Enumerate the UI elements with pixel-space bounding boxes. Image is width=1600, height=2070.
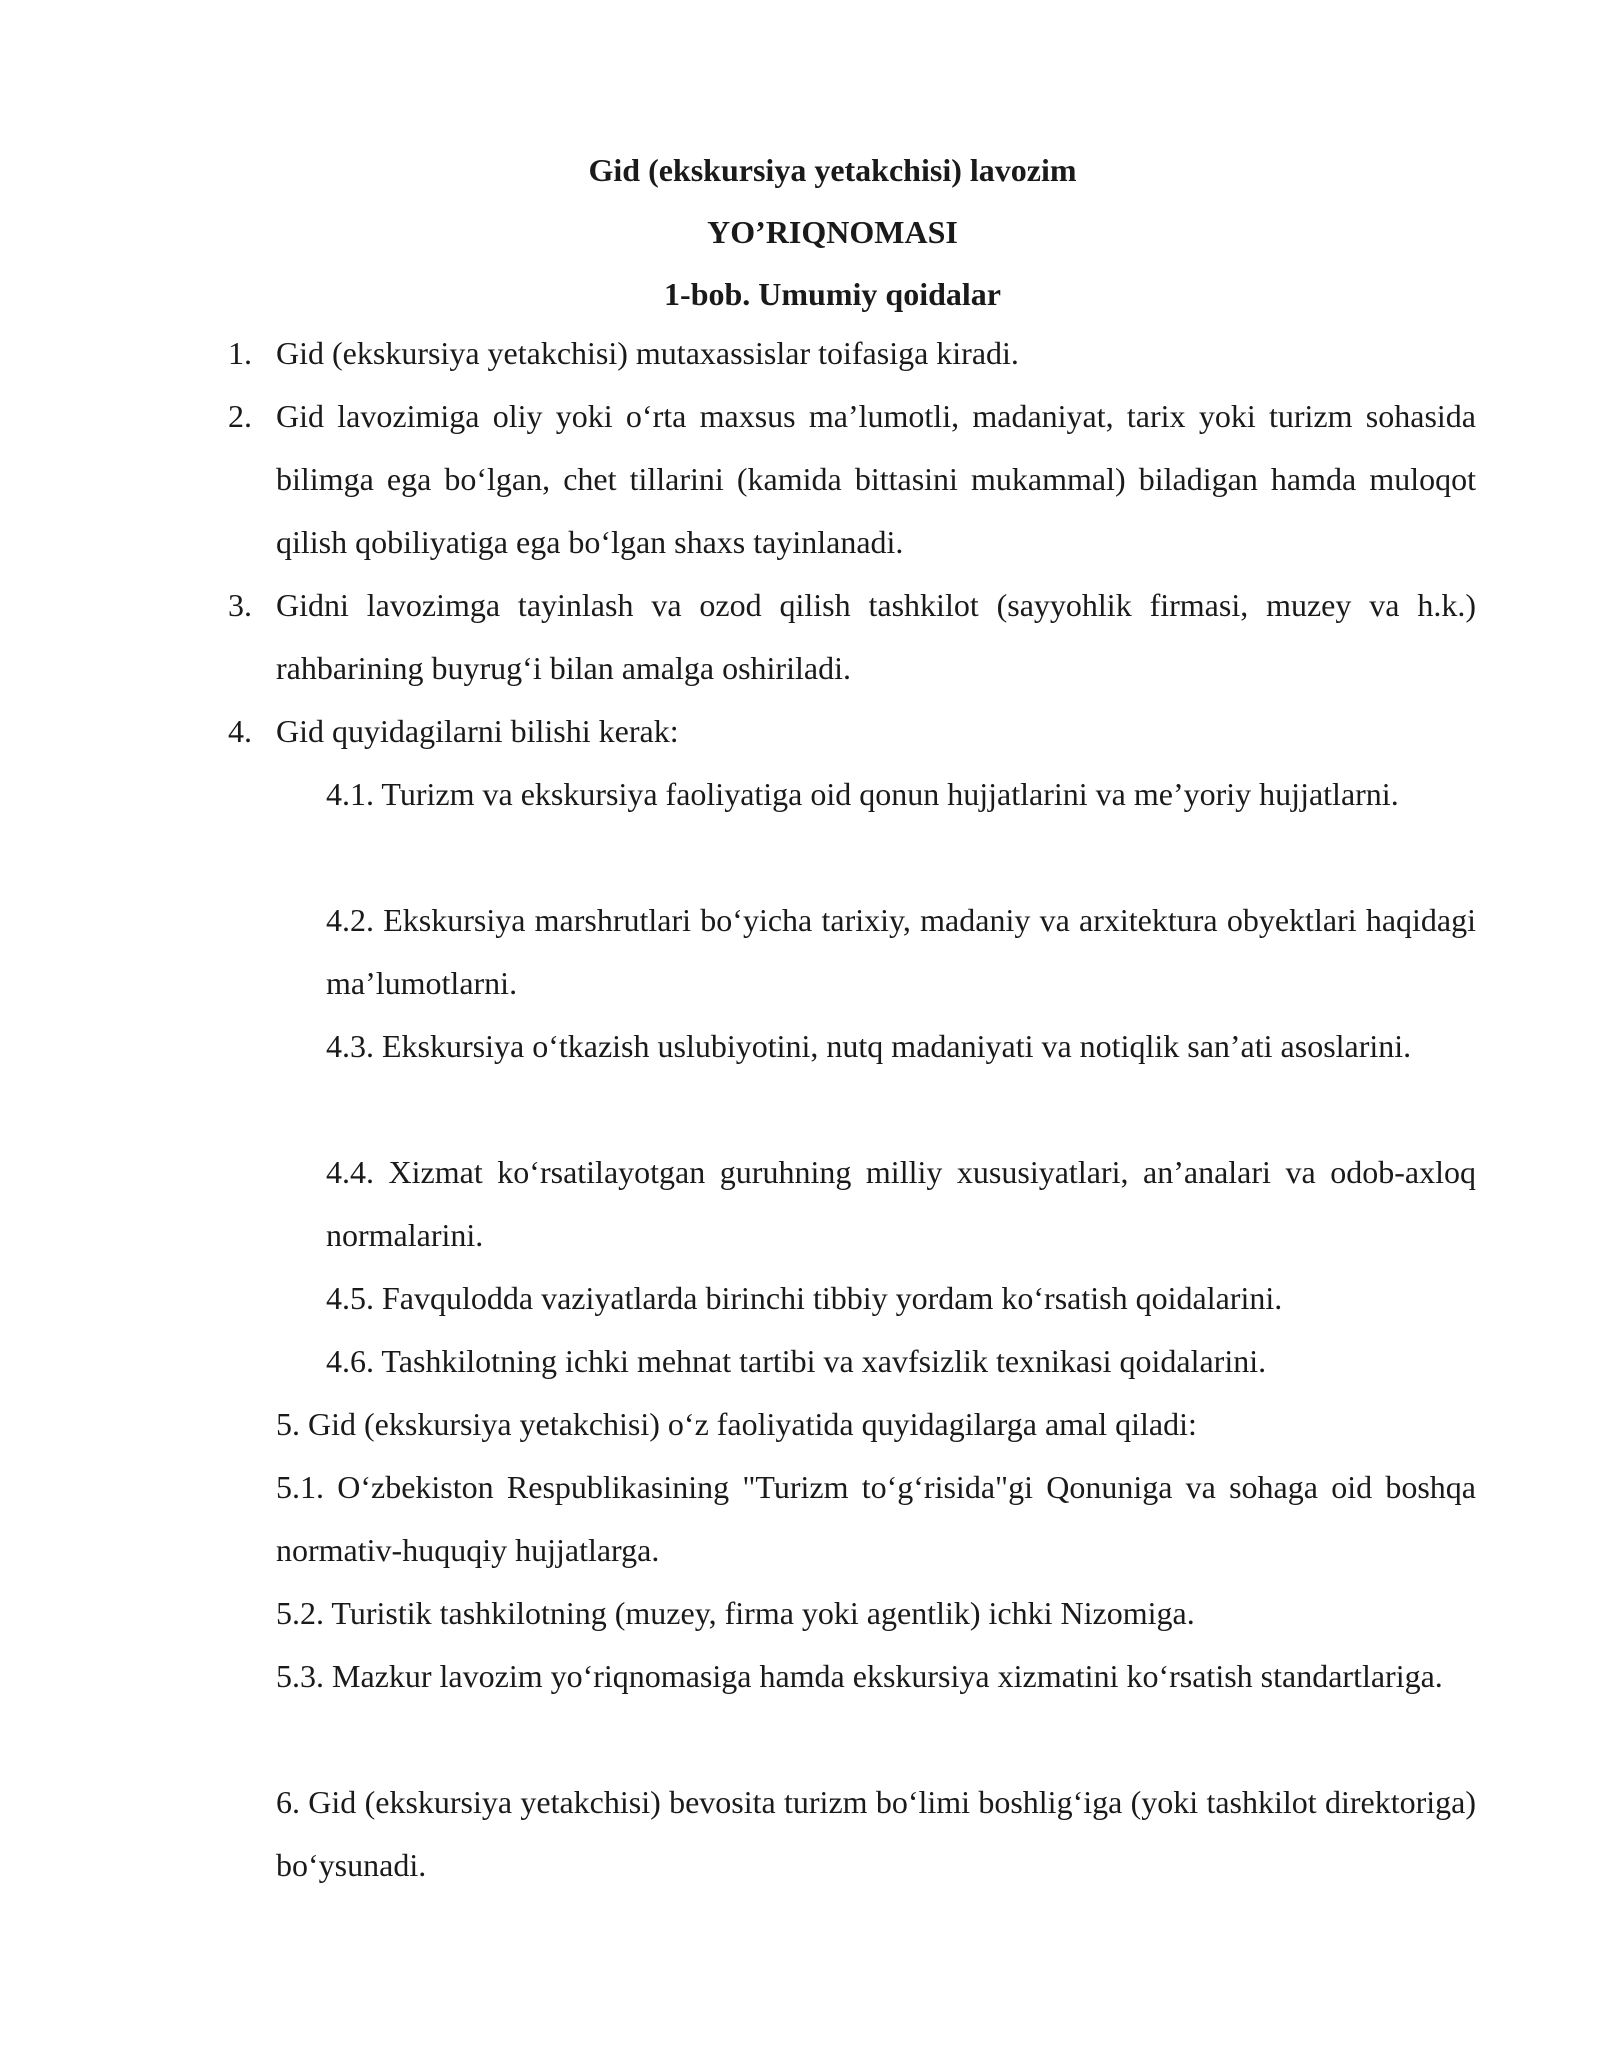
chapter-title: 1-bob. Umumiy qoidalar <box>664 276 1001 312</box>
item-number: 4. <box>228 713 252 749</box>
document-title: Gid (ekskursiya yetakchisi) lavozim <box>588 152 1077 188</box>
sub-item: 4.4. Xizmat ko‘rsatilayotgan guruhning milliy xususiyatlari, an’analari va odob-axloq normalarini. <box>326 1154 1476 1253</box>
sub-item: 4.3. Ekskursiya o‘tkazish uslubiyotini, nutq madaniyati va notiqlik san’ati asoslarini. <box>326 1028 1412 1064</box>
list-item: 5. Gid (ekskursiya yetakchisi) o‘z faoliyatida quyidagilarga amal qiladi: <box>276 1406 1197 1442</box>
sub-item: 5.1. O‘zbekiston Respublikasining "Turizm to‘g‘risida"gi Qonuniga va sohaga oid boshqa normativ-huquqiy hujjatlarga. <box>276 1469 1476 1568</box>
item-number: 3. <box>228 587 252 623</box>
sub-item: 4.6. Tashkilotning ichki mehnat tartibi va xavfsizlik texnikasi qoidalarini. <box>326 1343 1267 1379</box>
list-item: Gid quyidagilarni bilishi kerak: <box>276 713 679 749</box>
list-item: Gid lavozimiga oliy yoki o‘rta maxsus ma’lumotli, madaniyat, tarix yoki turizm sohasida bilimga ega bo‘lgan, chet tillarini (kamida bittasini mukammal) biladigan hamda muloqot qilish qobiliyatiga ega bo‘lgan shaxs tayinlanadi. <box>276 398 1476 560</box>
list-item: Gidni lavozimga tayinlash va ozod qilish tashkilot (sayyohlik firmasi, muzey va h.k.) rahbarining buyrug‘i bilan amalga oshiriladi. <box>276 587 1476 686</box>
document-subtitle: YO’RIQNOMASI <box>707 214 958 250</box>
list-item: 6. Gid (ekskursiya yetakchisi) bevosita turizm bo‘limi boshlig‘iga (yoki tashkilot direktoriga) bo‘ysunadi. <box>276 1784 1476 1883</box>
list-item: Gid (ekskursiya yetakchisi) mutaxassislar toifasiga kiradi. <box>276 335 1019 371</box>
sub-item: 5.2. Turistik tashkilotning (muzey, firma yoki agentlik) ichki Nizomiga. <box>276 1595 1195 1631</box>
sub-item: 4.2. Ekskursiya marshrutlari bo‘yicha tarixiy, madaniy va arxitektura obyektlari haqidagi ma’lumotlarni. <box>326 902 1476 1001</box>
item-number: 1. <box>228 335 252 371</box>
sub-item: 4.1. Turizm va ekskursiya faoliyatiga oid qonun hujjatlarini va me’yoriy hujjatlarni. <box>326 776 1399 812</box>
sub-item: 5.3. Mazkur lavozim yo‘riqnomasiga hamda ekskursiya xizmatini ko‘rsatish standartlariga. <box>276 1658 1443 1694</box>
item-number: 2. <box>228 398 252 434</box>
sub-item: 4.5. Favqulodda vaziyatlarda birinchi tibbiy yordam ko‘rsatish qoidalarini. <box>326 1280 1283 1316</box>
